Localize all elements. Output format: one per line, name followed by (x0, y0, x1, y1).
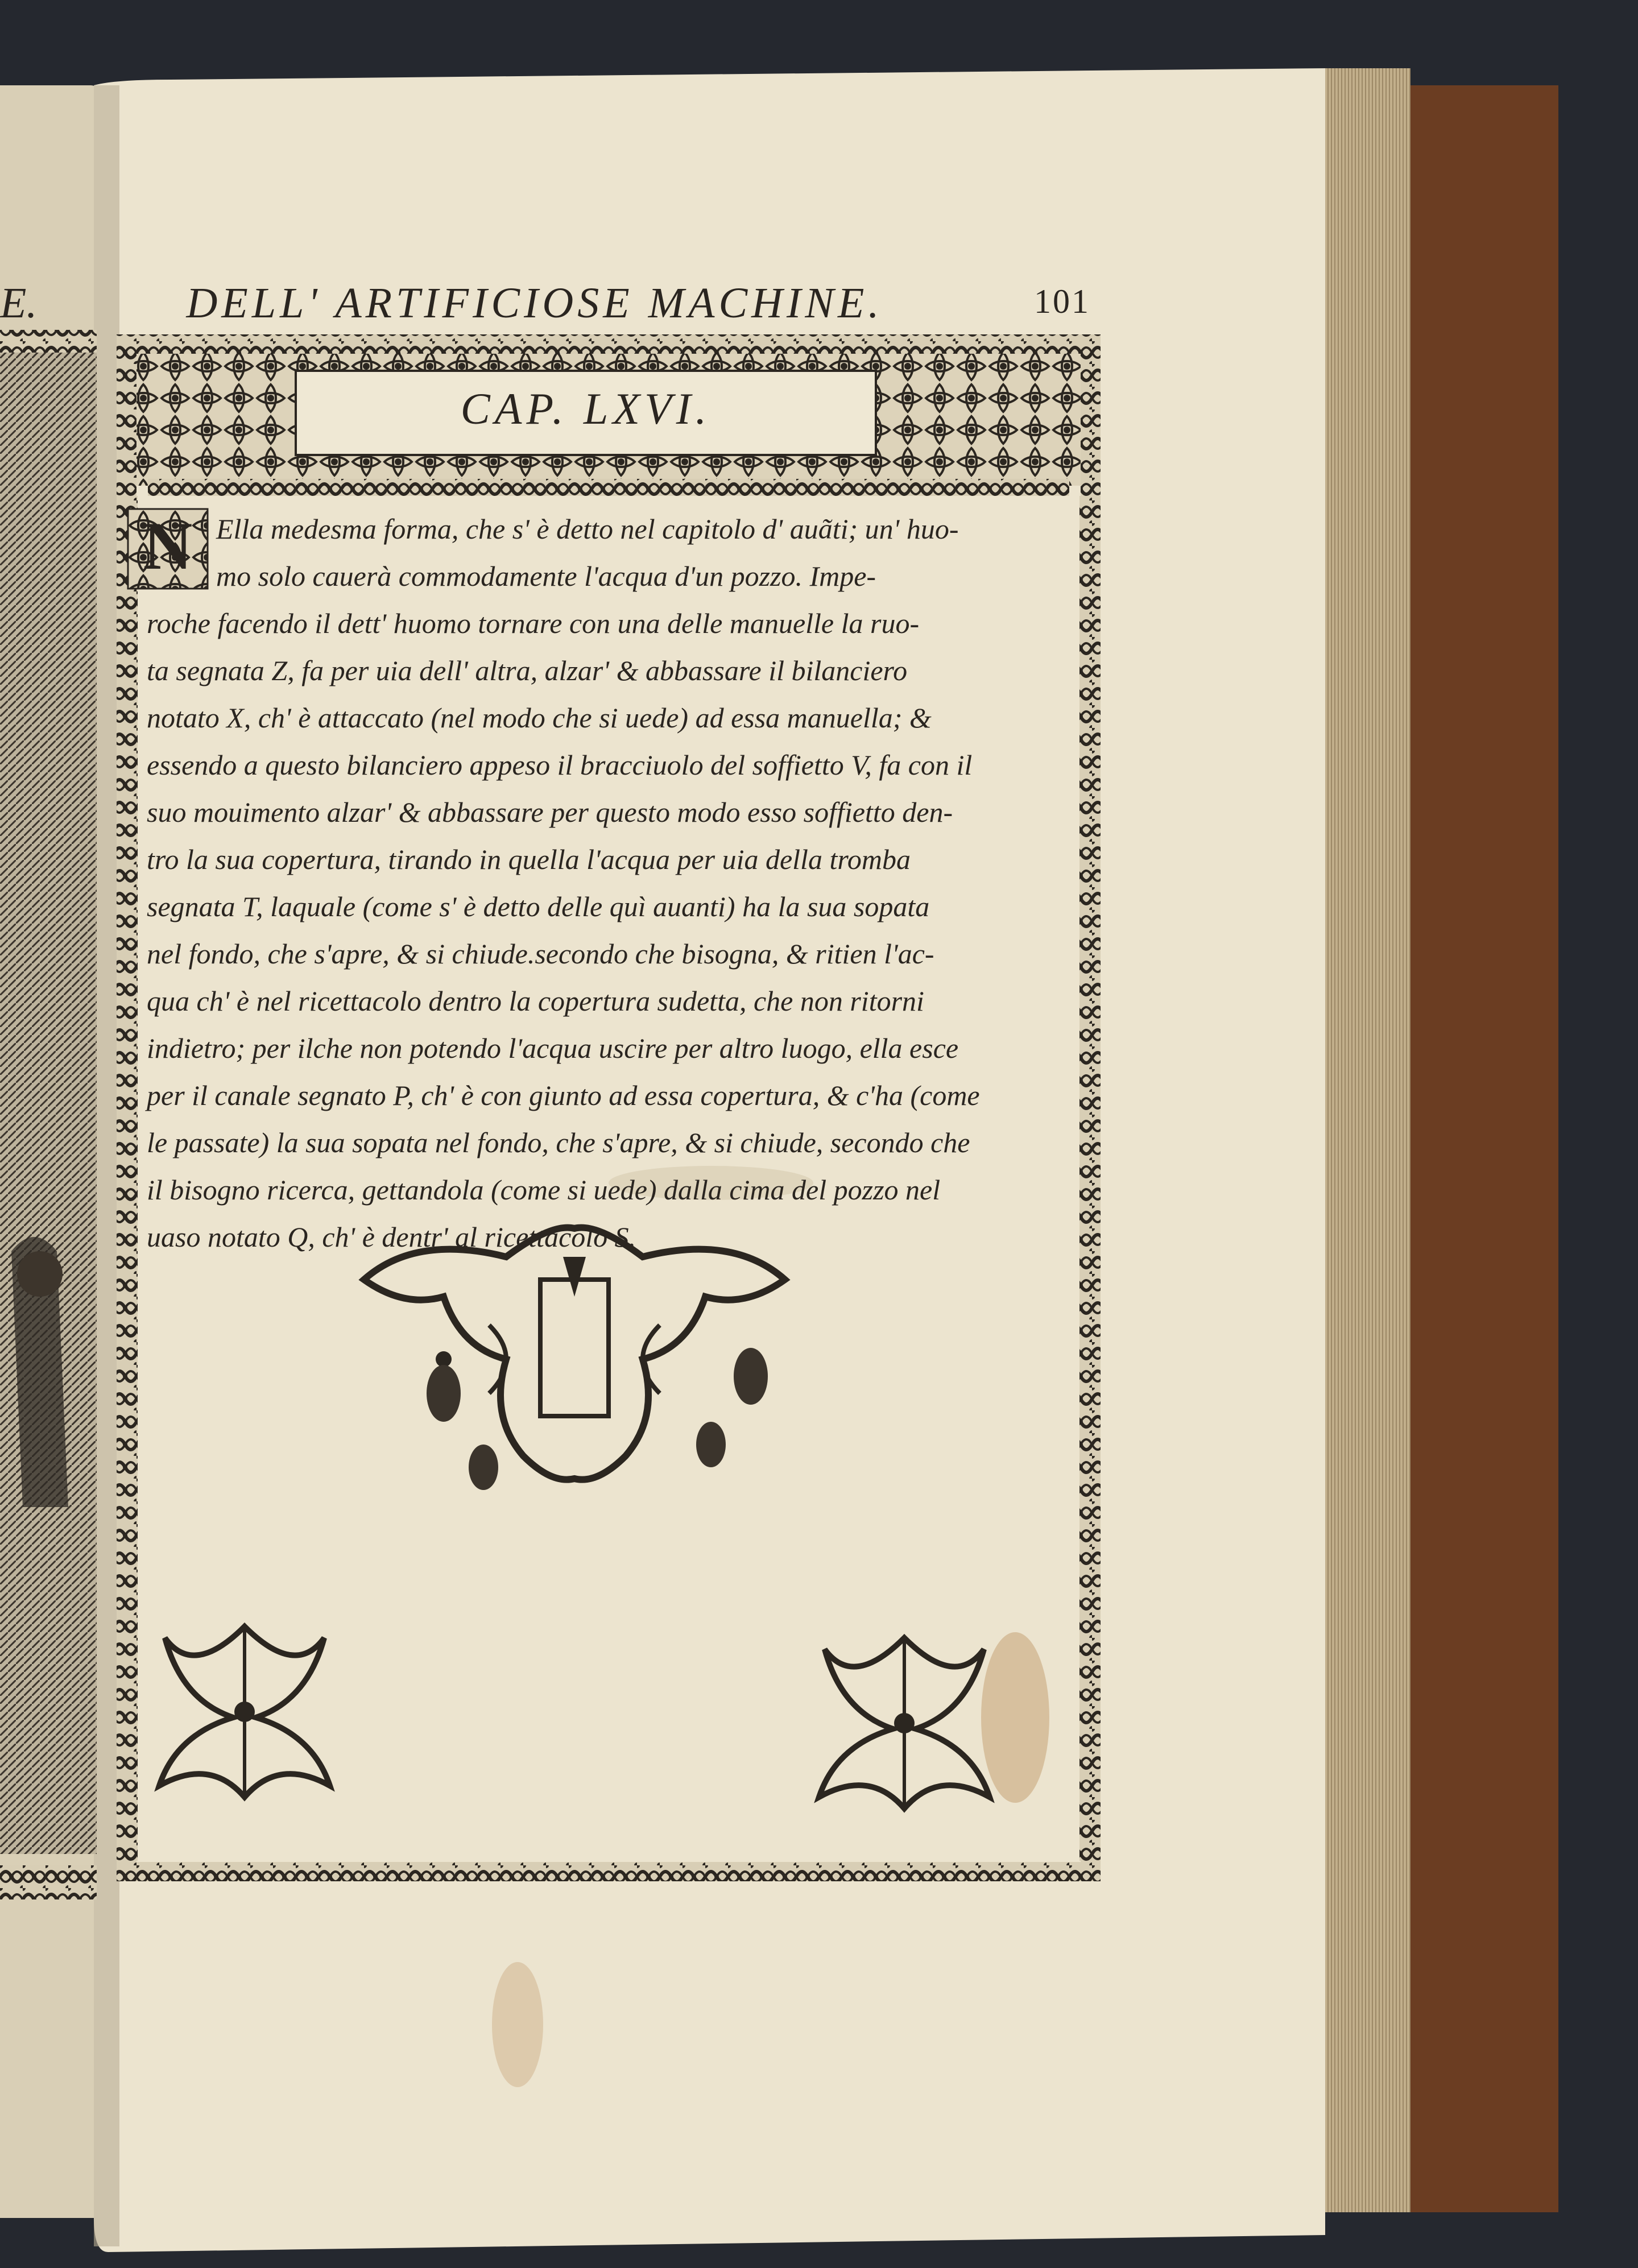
body-line: le passate) la sua sopata nel fondo, che s'apre, & si chiude, secondo che (147, 1127, 970, 1158)
left-page-head: E. (0, 279, 38, 327)
body-line: indietro; per ilche non potendo l'acqua uscire per altro luogo, ella esce (147, 1032, 959, 1064)
body-line: segnata T, laquale (come s' è detto delle quì auanti) ha la sua sopata (147, 891, 930, 922)
body-line: il bisogno ricerca, gettandola (come si uede) dalla cima del pozzo nel (147, 1174, 941, 1206)
body-line: notato X, ch' è attaccato (nel modo che si uede) ad essa manuella; & (147, 702, 932, 734)
body-line: ta segnata Z, fa per uia dell' altra, alzar' & abbassare il bilanciero (147, 655, 908, 686)
body-line: Ella medesma forma, che s' è detto nel capitolo d' auãti; un' huo- (216, 513, 959, 545)
drop-cap: N (143, 508, 193, 583)
chapter-title: CAP. LXVI. (460, 384, 712, 433)
body-line: suo mouimento alzar' & abbassare per questo modo esso soffietto den- (147, 796, 953, 828)
body-line: uaso notato Q, ch' è dentr' al ricettacolo S. (147, 1221, 636, 1253)
left-engraving (0, 353, 97, 1854)
body-line: essendo a questo bilanciero appeso il bracciuolo del soffietto V, fa con il (147, 749, 973, 781)
folio-number: 101 (1034, 283, 1090, 320)
body-line: qua ch' è nel ricettacolo dentro la copertura sudetta, che non ritorni (147, 985, 924, 1017)
body-line: roche facendo il dett' huomo tornare con una delle manuelle la ruo- (147, 607, 920, 639)
body-line: per il canale segnato P, ch' è con giunto ad essa copertura, & c'ha (come (147, 1079, 980, 1111)
running-head: DELL' ARTIFICIOSE MACHINE. (186, 279, 883, 327)
body-line: mo solo cauerà commodamente l'acqua d'un pozzo. Impe- (216, 560, 876, 592)
body-line: tro la sua copertura, tirando in quella l'acqua per uia della tromba (147, 843, 911, 875)
body-line: nel fondo, che s'apre, & si chiude.secondo che bisogna, & ritien l'ac- (147, 938, 934, 970)
